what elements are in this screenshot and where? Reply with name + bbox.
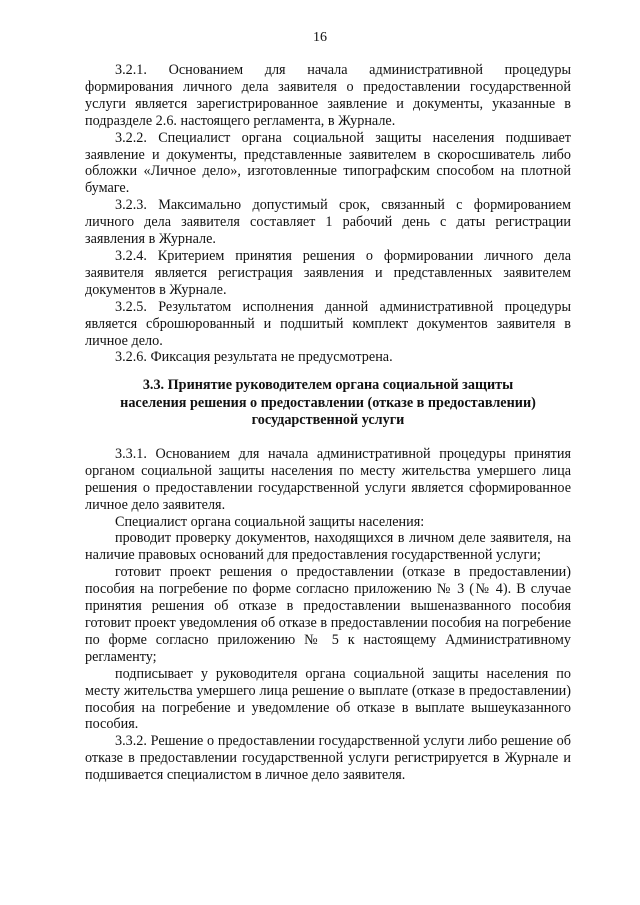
- paragraph-3-2-2: 3.2.2. Специалист органа социальной защиты населения подшивает заявление и документы, представленные заявителем в скоросшиватель либо обложки «Личное дело», изготовленные типографским способом на плотной бумаге.: [85, 129, 571, 197]
- section-heading-line: населения решения о предоставлении (отказе в предоставлении): [120, 394, 536, 411]
- paragraph-sign-decision: подписывает у руководителя органа социальной защиты населения по месту жительства умершего лица решение о выплате (отказе в предоставлении) пособия на погребение и уведомление об отказе в выплате вышеуказанного пособия.: [85, 665, 571, 733]
- paragraph-specialist-intro: Специалист органа социальной защиты населения:: [115, 513, 425, 530]
- paragraph-3-2-1: 3.2.1. Основанием для начала административной процедуры формирования личного дела заявителя о предоставлении государственной услуги является зарегистрированное заявление и документы, указанные в подразделе 2.6. настоящего регламента, в Журнале.: [85, 62, 571, 129]
- page-number: 16: [313, 30, 327, 45]
- section-heading-line: государственной услуги: [251, 411, 405, 428]
- paragraph-3-2-3: 3.2.3. Максимально допустимый срок, связанный с формированием личного дела заявителя составляет 1 рабочий день с даты регистрации заявления в Журнале.: [85, 197, 571, 248]
- paragraph-3-2-6: 3.2.6. Фиксация результата не предусмотрена.: [115, 349, 393, 366]
- paragraph-3-3-2: 3.3.2. Решение о предоставлении государственной услуги либо решение об отказе в предоставлении государственной услуги регистрируется в Журнале и подшивается специалистом в личное дело заявителя.: [85, 733, 571, 784]
- page-content: [85, 62, 571, 784]
- paragraph-check-documents: проводит проверку документов, находящихся в личном деле заявителя, на наличие правовых оснований для предоставления государственной услуги;: [85, 530, 571, 564]
- paragraph-prepare-decision: готовит проект решения о предоставлении (отказе в предоставлении) пособия на погребение по форме согласно приложению № 3 (№ 4). В случае принятия решения об отказе в предоставлении вышеназванного пособия готовит проект уведомления об отказе в предоставлении пособия на погребение по форме согласно приложению № 5 к настоящему Административному регламенту;: [85, 564, 571, 665]
- section-heading: [85, 377, 571, 429]
- section-heading-line: 3.3. Принятие руководителем органа социальной защиты: [142, 377, 514, 394]
- paragraph-3-2-4: 3.2.4. Критерием принятия решения о формировании личного дела заявителя является регистрация заявления и представленных заявителем документов в Журнале.: [85, 247, 571, 298]
- paragraph-3-2-5: 3.2.5. Результатом исполнения данной административной процедуры является сброшюрованный и подшитый комплект документов заявителя в личное дело.: [85, 298, 571, 349]
- paragraph-3-3-1: 3.3.1. Основанием для начала административной процедуры принятия органом социальной защиты населения по месту жительства умершего лица решения о предоставлении государственной услуги является сформированное личное дело заявителя.: [85, 445, 571, 513]
